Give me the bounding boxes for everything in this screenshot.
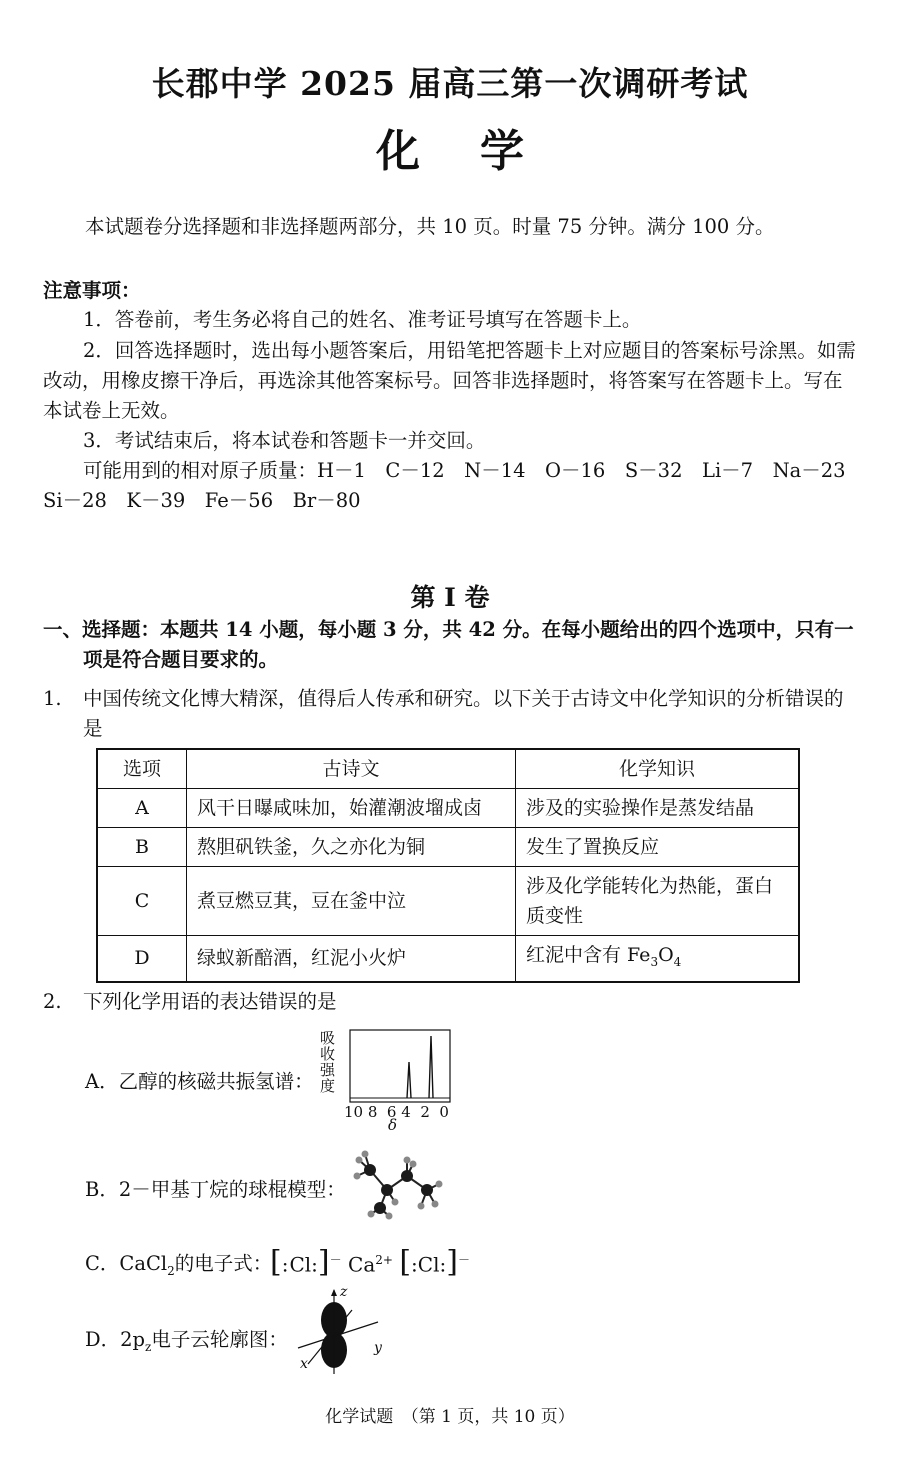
formula-text: O (658, 944, 674, 966)
q2-option-a: A．乙醇的核磁共振氢谱： (85, 1070, 314, 1093)
option-d-text: 电子云轮廓图： (151, 1328, 288, 1351)
orbital-diagram (290, 1284, 390, 1378)
row-poem: 绿蚁新醅酒，红泥小火炉 (187, 936, 516, 982)
nmr-xlabel: δ (388, 1116, 398, 1134)
ball-stick-model-graphic (345, 1148, 445, 1220)
option-d-text: D．2p (85, 1328, 146, 1351)
axis-y-label: y (374, 1340, 382, 1356)
nmr-ylabel: 吸收强度 (320, 1029, 336, 1095)
formula-text: 红泥中含有 Fe (526, 944, 651, 966)
table-header-row (97, 749, 799, 789)
row-knowledge: 发生了置换反应 (516, 828, 800, 867)
q1-number: 1. (43, 687, 62, 710)
table-row (97, 936, 799, 982)
atomic-masses: 可能用到的相对原子质量：H－1 C－12 N－14 O－16 S－32 Li－7 Na－23 Si－28 K－39 Fe－56 Br－80 (43, 459, 866, 512)
notes-heading: 注意事项： (43, 279, 141, 302)
table-row (97, 828, 799, 867)
q2-number: 2. (43, 990, 62, 1013)
nmr-spectrum (318, 1024, 458, 1134)
q2-option-b: B．2－甲基丁烷的球棍模型： (85, 1178, 346, 1201)
charge-minus: － (457, 1253, 470, 1267)
q2-stem: 下列化学用语的表达错误的是 (83, 990, 337, 1013)
lewis-structure: [:Cl:]－ $Ca^{2+}$ [:Cl:]－ (270, 1244, 470, 1280)
row-knowledge: 涉及化学能转化为热能，蛋白质变性 (516, 867, 800, 936)
note-item-3: 3．考试结束后，将本试卷和答题卡一并交回。 (83, 429, 486, 452)
nmr-peak-1 (407, 1062, 411, 1098)
header-option: 选项 (97, 749, 187, 789)
row-option: C (97, 867, 187, 936)
option-c-sub: 2 (167, 1263, 175, 1278)
option-d-sub: z (145, 1339, 152, 1354)
charge-minus: － (329, 1253, 342, 1267)
calcium-symbol: Ca (348, 1252, 376, 1277)
ball-stick-model (345, 1148, 445, 1220)
note-item-2: 2．回答选择题时，选出每小题答案后，用铅笔把答题卡上对应题目的答案标号涂黑。如需改动，用橡皮擦干净后，再选涂其他答案标号。回答非选择题时，将答案写在答题卡上。写在本试卷上无效。 (43, 339, 856, 422)
page-footer: 化学试题 （第 1 页，共 10 页） (325, 1407, 575, 1427)
axis-x-label: x (300, 1356, 308, 1372)
subject-title: 化学 (376, 126, 584, 177)
header-poem: 古诗文 (187, 749, 516, 789)
axis-z-label: z (340, 1284, 348, 1300)
row-poem: 熬胆矾铁釜，久之亦化为铜 (187, 828, 516, 867)
section-title: 第 Ⅰ 卷 (410, 583, 490, 612)
row-option: A (97, 789, 187, 828)
intro-text: 本试题卷分选择题和非选择题两部分，共 10 页。时量 75 分钟。满分 100 分。 (85, 215, 775, 238)
formula-sub: 3 (650, 954, 659, 969)
charge-ca: 2+ (375, 1253, 393, 1267)
row-poem: 煮豆燃豆萁，豆在釜中泣 (187, 867, 516, 936)
section-instruction: 一、选择题：本题共 14 小题，每小题 3 分，共 42 分。在每小题给出的四个选项中，只有一项是符合题目要求的。 (43, 618, 854, 671)
nmr-ticks: 10 8 6 4 2 0 (344, 1103, 449, 1121)
exam-title: 长郡中学 2025 届高三第一次调研考试 (151, 64, 749, 103)
table-row (97, 867, 799, 936)
q2-option-c (85, 1248, 272, 1278)
option-c-text: 的电子式： (174, 1252, 273, 1275)
row-option: D (97, 936, 187, 982)
chlorine-symbol: Cl (417, 1252, 440, 1277)
q2-option-d (85, 1324, 288, 1354)
option-c-text: C．CaCl (85, 1252, 168, 1275)
nmr-peak-2 (429, 1036, 433, 1098)
chlorine-symbol: Cl (289, 1252, 312, 1277)
q1-table (96, 748, 800, 983)
formula-sub: 4 (673, 954, 682, 969)
row-knowledge (516, 936, 800, 982)
row-knowledge: 涉及的实验操作是蒸发结晶 (516, 789, 800, 828)
note-item-1: 1．答卷前，考生务必将自己的姓名、准考证号填写在答题卡上。 (83, 308, 642, 331)
header-knowledge: 化学知识 (516, 749, 800, 789)
row-poem: 风干日曝咸味加，始灌潮波塯成卤 (187, 789, 516, 828)
row-option: B (97, 828, 187, 867)
table-row (97, 789, 799, 828)
q1-stem: 中国传统文化博大精深，值得后人传承和研究。以下关于古诗文中化学知识的分析错误的是 (83, 687, 844, 740)
